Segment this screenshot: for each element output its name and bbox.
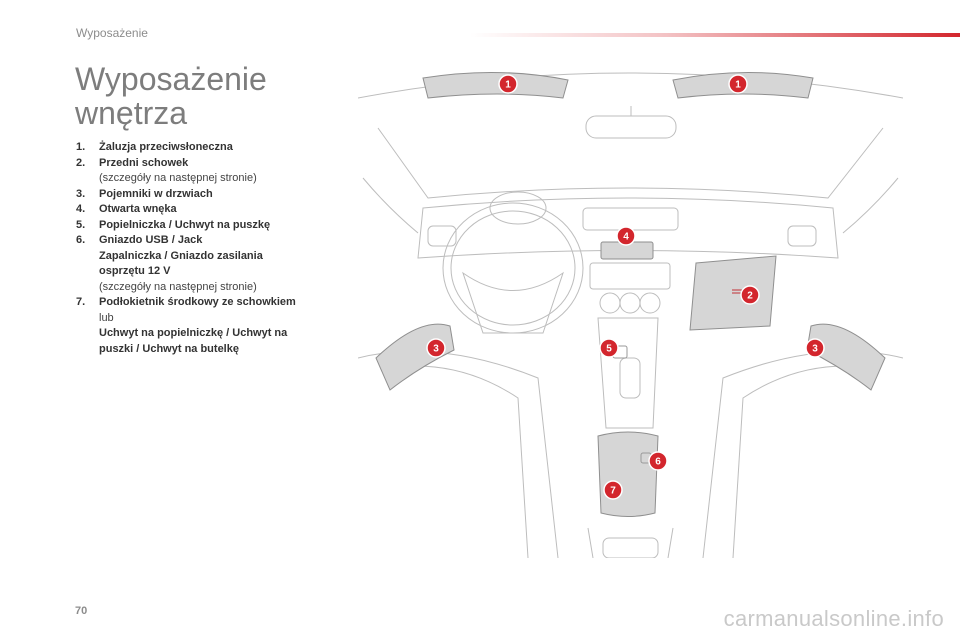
list-item-text	[99, 233, 346, 295]
list-item	[76, 187, 346, 203]
vent-right	[788, 226, 816, 246]
header-title: Wyposażenie	[76, 26, 148, 40]
list-item-text	[99, 140, 346, 156]
list-item	[76, 140, 346, 156]
callout-label: 1	[505, 79, 511, 91]
equipment-list	[76, 140, 346, 357]
callout-label: 6	[655, 456, 661, 468]
page-heading-line-1: Wyposażenie	[75, 61, 267, 97]
callout-label: 3	[812, 343, 818, 355]
list-item-text	[99, 295, 346, 357]
header-rule	[470, 33, 960, 37]
callout-marker-door-bin-left	[427, 339, 445, 357]
list-item-line: Pojemniki w drzwiach	[99, 187, 213, 200]
list-item-line: lub	[99, 311, 114, 324]
list-item-line: Podłokietnik środkowy ze schowkiem	[99, 296, 296, 308]
center-console	[598, 318, 658, 428]
callout-marker-armrest	[604, 481, 622, 499]
rear-console	[603, 538, 658, 558]
list-item-number: 6.	[76, 234, 86, 246]
list-item	[76, 295, 346, 357]
list-item-line: (szczegóły na następnej stronie)	[99, 280, 257, 293]
list-item	[76, 202, 346, 218]
rear-view-mirror	[586, 116, 676, 138]
list-item-line: Uchwyt na popielniczkę / Uchwyt na	[99, 327, 288, 339]
visor-left	[423, 72, 568, 98]
list-item-number: 7.	[76, 296, 86, 308]
door-bin-right	[807, 324, 885, 390]
watermark: carmanualsonline.info	[723, 606, 944, 631]
list-item-number: 4.	[76, 203, 86, 215]
instrument-cluster	[490, 192, 546, 224]
list-item-number: 5.	[76, 218, 86, 231]
list-item-line: puszki / Uchwyt na butelkę	[99, 342, 239, 355]
callout-label: 1	[735, 79, 741, 91]
callout-label: 2	[747, 290, 753, 302]
callout-marker-visor-left	[499, 75, 517, 93]
list-item-text	[99, 218, 346, 234]
list-item-line: (szczegóły na następnej stronie)	[99, 172, 257, 184]
list-item	[76, 233, 346, 295]
list-item-line: Gniazdo USB / Jack	[99, 234, 203, 246]
center-vents	[583, 208, 678, 230]
callout-marker-open-recess	[617, 227, 635, 245]
callout-label: 7	[610, 485, 616, 497]
callout-marker-ashtray-cupholder	[600, 339, 618, 357]
list-item-line: Żaluzja przeciwsłoneczna	[99, 141, 233, 153]
page-heading-line-2: wnętrza	[75, 95, 188, 131]
page-number: 70	[75, 605, 88, 617]
list-item-text	[99, 202, 346, 218]
hvac-knob-right	[640, 293, 660, 313]
callout-label: 3	[433, 343, 439, 355]
list-item	[76, 218, 346, 234]
hvac-knob-center	[620, 293, 640, 313]
armrest	[598, 432, 658, 517]
callout-label: 5	[606, 343, 612, 355]
list-item-number: 1.	[76, 141, 86, 153]
list-item-line: Zapalniczka / Gniazdo zasilania	[99, 249, 263, 262]
callout-marker-visor-right	[729, 75, 747, 93]
page-heading	[75, 62, 267, 130]
list-item-text	[99, 187, 346, 203]
interior-diagram	[358, 58, 903, 558]
radio-unit	[590, 263, 670, 289]
a-pillar-left	[363, 178, 418, 233]
list-item-line: Otwarta wnęka	[99, 203, 177, 215]
list-item-text	[99, 156, 346, 187]
list-item-line: Popielniczka / Uchwyt na puszkę	[99, 218, 271, 231]
hvac-knob-left	[600, 293, 620, 313]
list-item	[76, 156, 346, 187]
a-pillar-right	[843, 178, 898, 233]
callout-marker-door-bin-right	[806, 339, 824, 357]
callout-label: 4	[623, 231, 629, 243]
list-item-line: Przedni schowek	[99, 156, 189, 169]
list-item-line: osprzętu 12 V	[99, 265, 171, 277]
list-item-number: 3.	[76, 187, 86, 200]
gear-selector	[620, 358, 640, 398]
callout-marker-usb-jack	[649, 452, 667, 470]
list-item-number: 2.	[76, 156, 86, 169]
door-bin-left	[376, 324, 454, 390]
steering-wheel	[443, 203, 583, 333]
callout-marker-glovebox	[741, 286, 759, 304]
